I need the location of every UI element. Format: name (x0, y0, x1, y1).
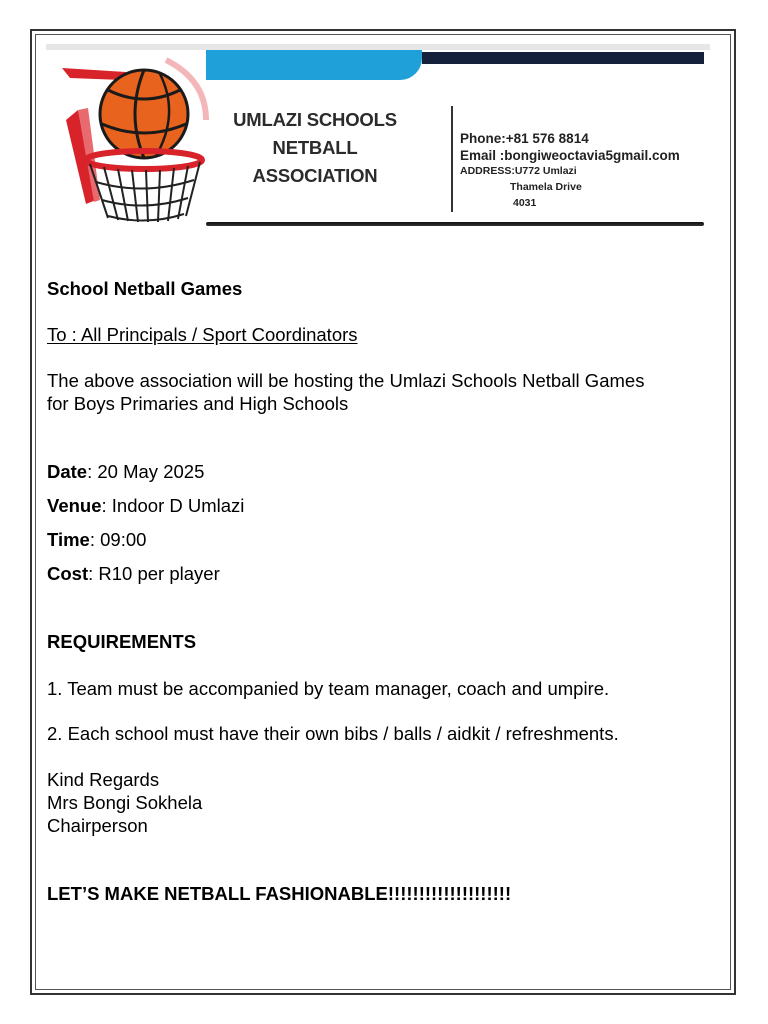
slogan: LET’S MAKE NETBALL FASHIONABLE!!!!!!!!!!!!!!!!!!!! (47, 883, 512, 904)
contact-block (460, 130, 680, 211)
requirements-heading: REQUIREMENTS (47, 631, 197, 652)
detail-time-value: : 09:00 (89, 529, 147, 550)
organization-name-line2: ASSOCIATION (252, 165, 378, 186)
detail-date (47, 460, 204, 483)
organization-name (190, 106, 440, 190)
contact-address-line2: Thamela Drive (510, 181, 582, 193)
detail-cost (47, 562, 220, 585)
detail-venue (47, 494, 244, 517)
contact-phone: Phone:+81 576 8814 (460, 131, 589, 146)
letterhead-blue-bar (206, 50, 422, 80)
letter-title: School Netball Games (47, 278, 243, 299)
closing-regards: Kind Regards (47, 769, 160, 790)
detail-venue-value: : Indoor D Umlazi (101, 495, 245, 516)
detail-cost-label: Cost (47, 563, 89, 584)
contact-email: Email :bongiweoctavia5gmail.com (460, 148, 680, 163)
contact-address-line1: ADDRESS:U772 Umlazi (460, 165, 577, 177)
letterhead (46, 44, 710, 234)
detail-time-label: Time (47, 529, 90, 550)
letterhead-navy-bar (422, 52, 704, 64)
letter-recipients: To : All Principals / Sport Coordinators (47, 324, 358, 345)
signatory-title: Chairperson (47, 815, 148, 836)
detail-date-value: : 20 May 2025 (87, 461, 205, 482)
detail-date-label: Date (47, 461, 88, 482)
letter-intro-line1: The above association will be hosting the Umlazi Schools Netball Games (47, 370, 645, 391)
letterhead-bottom-rule (206, 222, 704, 226)
contact-address-line3: 4031 (513, 197, 537, 209)
requirement-item-2: 2. Each school must have their own bibs / balls / aidkit / refreshments. (47, 723, 619, 744)
letter-intro-line2: for Boys Primaries and High Schools (47, 393, 349, 414)
signatory-name: Mrs Bongi Sokhela (47, 792, 203, 813)
detail-venue-label: Venue (47, 495, 102, 516)
detail-time (47, 528, 146, 551)
letterhead-divider (451, 106, 453, 212)
organization-name-line1: UMLAZI SCHOOLS NETBALL (233, 109, 397, 158)
detail-cost-value: : R10 per player (88, 563, 220, 584)
requirement-item-1: 1. Team must be accompanied by team manager, coach and umpire. (47, 678, 610, 699)
